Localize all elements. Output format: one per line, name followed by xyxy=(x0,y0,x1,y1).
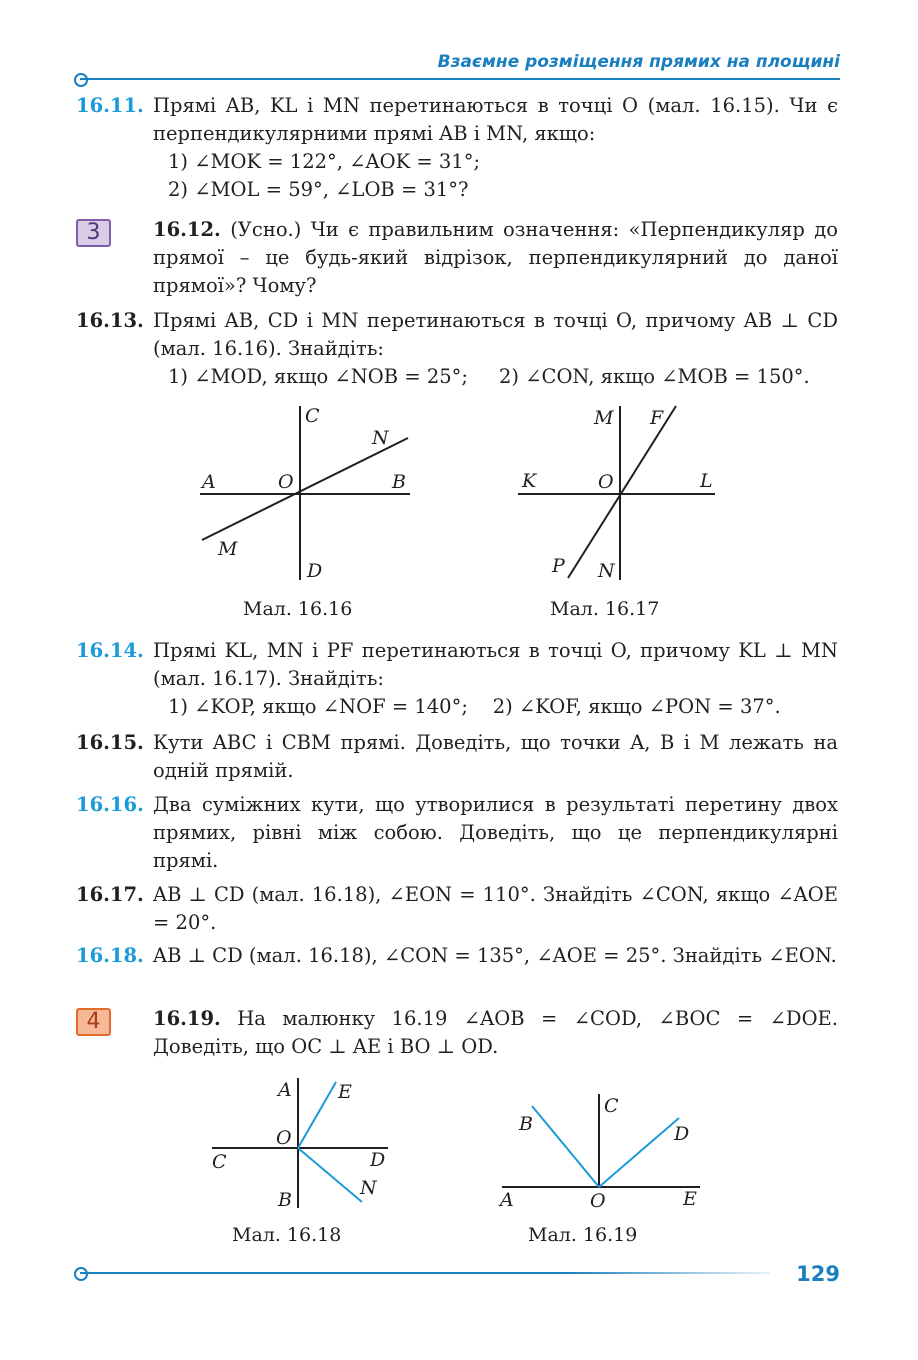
point-label-f: F xyxy=(650,407,664,429)
point-label-o: O xyxy=(598,471,614,493)
ray-ob xyxy=(532,1106,599,1187)
problem-text: Прямі KL, MN і PF перетинаються в точці O, причому KL ⊥ MN (мал. 16.17). Знайдіть: xyxy=(153,639,838,690)
difficulty-level-badge: 4 xyxy=(76,1008,111,1036)
point-label-a: A xyxy=(500,1189,514,1211)
ray-od xyxy=(599,1118,679,1187)
problem-number: 16.19. xyxy=(153,1007,221,1030)
header-rule xyxy=(80,78,840,80)
point-label-p: P xyxy=(552,555,565,577)
problem-text: (Усно.) Чи є правильним означення: «Перпендикуляр до прямої – це будь-який відрізок, перпендикулярний до даної прямої»? Чому? xyxy=(153,218,838,297)
problem-16-18 xyxy=(76,942,838,970)
line-mn xyxy=(202,438,408,540)
problem-sub-1: 1) ∠KOP, якщо ∠NOF = 140°; 2) ∠KOF, якщо ∠PON = 37°. xyxy=(168,695,781,718)
problem-number: 16.16. xyxy=(76,793,144,816)
problem-sub-2: 2) ∠MOL = 59°, ∠LOB = 31°? xyxy=(168,178,469,201)
figure-16-19 xyxy=(494,1088,709,1216)
problem-number: 16.13. xyxy=(76,309,144,332)
point-label-o: O xyxy=(276,1127,292,1149)
figure-16-16 xyxy=(190,400,430,585)
point-label-c: C xyxy=(604,1095,619,1117)
point-label-m: M xyxy=(218,538,238,560)
figure-caption: Мал. 16.16 xyxy=(243,598,353,620)
point-label-b: B xyxy=(278,1189,292,1211)
point-label-c: C xyxy=(305,405,320,427)
problem-number: 16.15. xyxy=(76,731,144,754)
problem-16-12 xyxy=(76,216,838,300)
point-label-o: O xyxy=(278,471,294,493)
problem-16-19 xyxy=(76,1005,838,1061)
point-label-e: E xyxy=(683,1188,697,1210)
figure-caption: Мал. 16.17 xyxy=(550,598,660,620)
rule-circle-icon xyxy=(74,73,88,87)
line-pf xyxy=(568,406,676,578)
problem-number: 16.12. xyxy=(153,218,221,241)
problem-text: AB ⊥ CD (мал. 16.18), ∠EON = 110°. Знайдіть ∠CON, якщо ∠AOE = 20°. xyxy=(153,883,838,934)
figure-caption: Мал. 16.18 xyxy=(232,1224,342,1246)
point-label-d: D xyxy=(674,1123,690,1145)
point-label-b: B xyxy=(392,471,406,493)
footer-rule xyxy=(80,1272,770,1274)
point-label-c: C xyxy=(212,1151,227,1173)
problem-sub-1: 1) ∠MOD, якщо ∠NOB = 25°; 2) ∠CON, якщо ∠MOB = 150°. xyxy=(168,365,810,388)
point-label-d: D xyxy=(307,560,323,582)
problem-number: 16.14. xyxy=(76,639,144,662)
problem-16-11 xyxy=(76,92,838,204)
problem-number: 16.11. xyxy=(76,94,144,117)
point-label-k: K xyxy=(522,470,537,492)
problem-text: Кути ABC і CBM прямі. Доведіть, що точки A, B і M лежать на одній прямій. xyxy=(153,731,838,782)
point-label-l: L xyxy=(700,470,713,492)
ray-oe xyxy=(298,1082,336,1148)
point-label-n: N xyxy=(372,427,389,449)
difficulty-level-badge: 3 xyxy=(76,219,111,247)
point-label-d: D xyxy=(370,1149,386,1171)
problem-text: На малюнку 16.19 ∠AOB = ∠COD, ∠BOC = ∠DOE. Доведіть, що OC ⊥ AE і BO ⊥ OD. xyxy=(153,1007,838,1058)
problem-text: AB ⊥ CD (мал. 16.18), ∠CON = 135°, ∠AOE = 25°. Знайдіть ∠EON. xyxy=(153,944,837,967)
figure-16-17 xyxy=(510,400,730,585)
point-label-n: N xyxy=(598,560,615,582)
problem-16-16 xyxy=(76,791,838,875)
figure-caption: Мал. 16.19 xyxy=(528,1224,638,1246)
problem-16-14 xyxy=(76,637,838,721)
problem-number: 16.18. xyxy=(76,944,144,967)
problem-16-17 xyxy=(76,881,838,937)
point-label-a: A xyxy=(202,471,216,493)
point-label-e: E xyxy=(338,1081,352,1103)
point-label-a: A xyxy=(278,1079,292,1101)
problem-number: 16.17. xyxy=(76,883,144,906)
point-label-o: O xyxy=(590,1190,606,1212)
figure-16-18 xyxy=(200,1074,400,1216)
problem-16-13 xyxy=(76,307,838,391)
problem-text: Прямі AB, KL і MN перетинаються в точці O (мал. 16.15). Чи є перпендикулярними прямі AB і MN, якщо: xyxy=(153,94,838,145)
running-header: Взаємне розміщення прямих на площині xyxy=(437,52,840,72)
problem-sub-1: 1) ∠MOK = 122°, ∠AOK = 31°; xyxy=(168,150,481,173)
ray-on xyxy=(298,1148,362,1202)
problem-16-15 xyxy=(76,729,838,785)
problem-text: Прямі AB, CD і MN перетинаються в точці O, причому AB ⊥ CD (мал. 16.16). Знайдіть: xyxy=(153,309,838,360)
problem-text: Два суміжних кути, що утворилися в результаті перетину двох прямих, рівні між собою. Доведіть, що це перпендикулярні прямі. xyxy=(153,793,838,872)
rule-circle-icon xyxy=(74,1267,88,1281)
point-label-b: B xyxy=(519,1113,533,1135)
point-label-n: N xyxy=(360,1177,377,1199)
point-label-m: M xyxy=(594,407,614,429)
page-number: 129 xyxy=(796,1262,840,1286)
